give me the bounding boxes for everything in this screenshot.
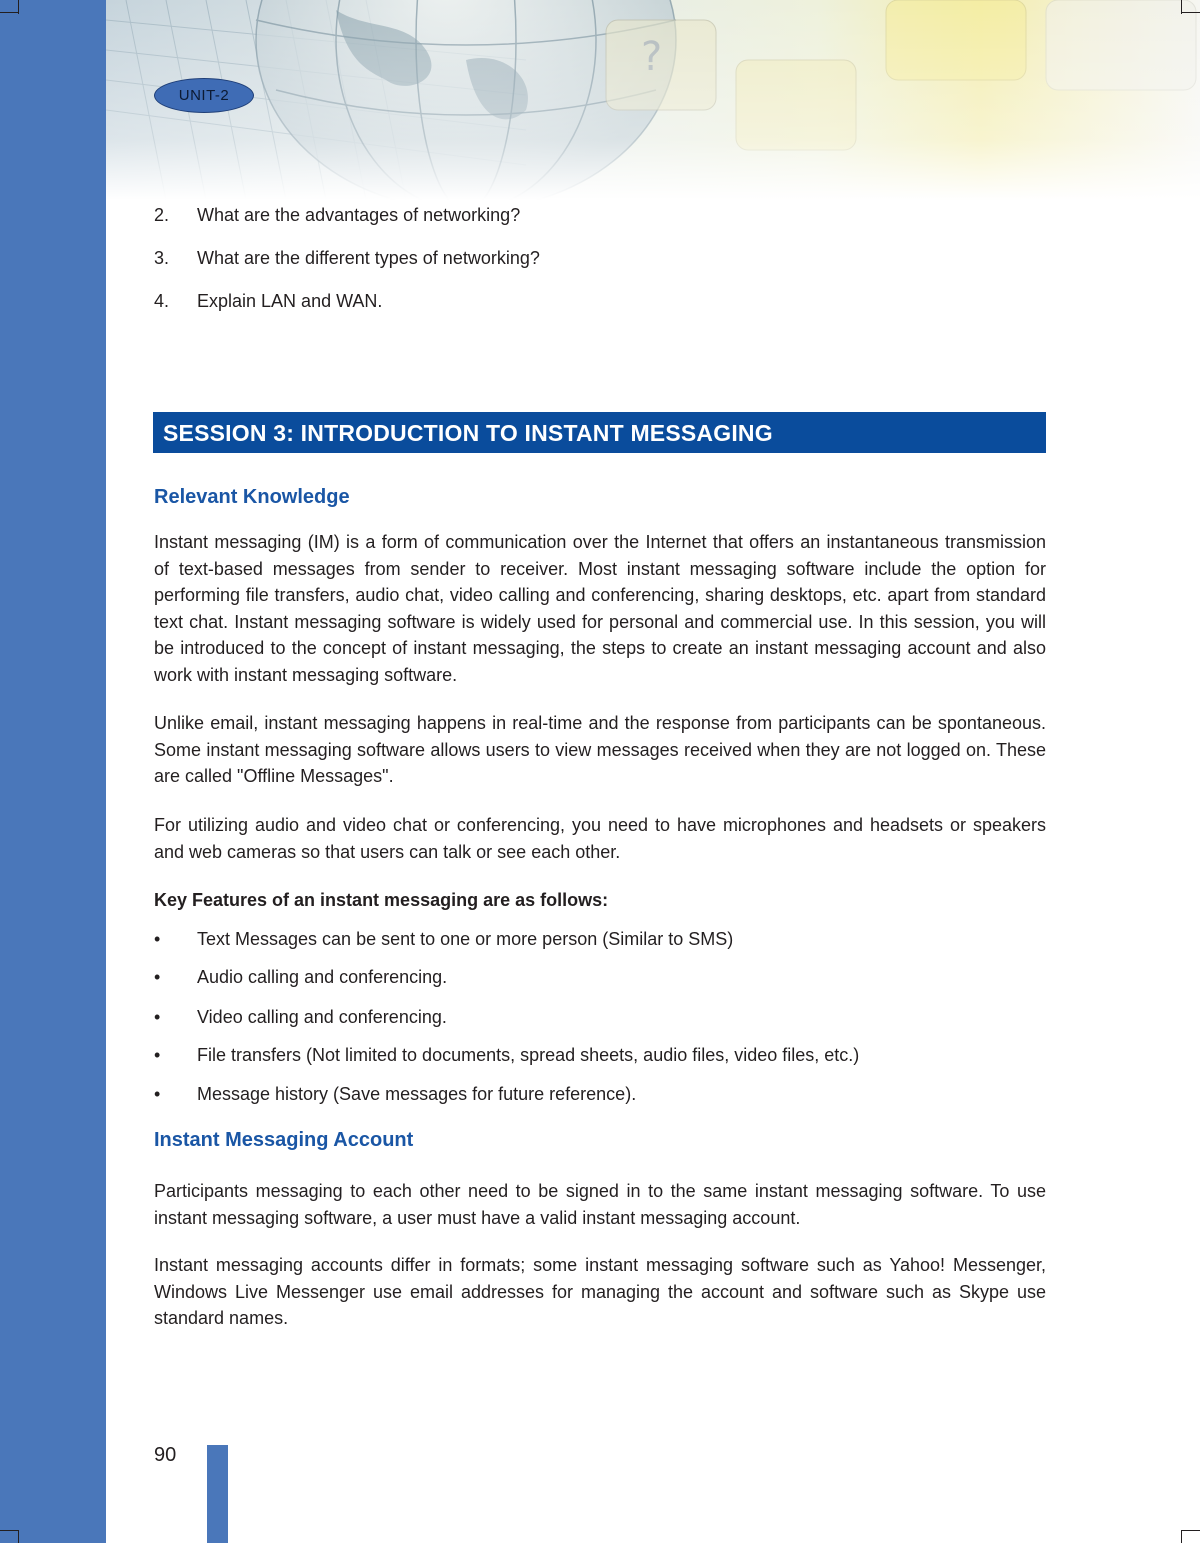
page-number: 90 — [154, 1444, 177, 1466]
page-tab-marker — [207, 1445, 228, 1543]
crop-mark-bottom-right-vertical — [1181, 1530, 1182, 1543]
question-text: Explain LAN and WAN. — [197, 291, 383, 311]
question-number: 3. — [154, 248, 170, 268]
crop-mark-top-left-vertical — [18, 0, 19, 14]
question-item — [154, 203, 520, 227]
feature-list-item — [154, 1043, 859, 1067]
question-item — [154, 246, 540, 270]
key-features-title: Key Features of an instant messaging are as follows: — [154, 890, 609, 910]
question-item — [154, 289, 382, 313]
feature-text: Audio calling and conferencing. — [197, 967, 448, 987]
question-text: What are the advantages of networking? — [197, 205, 521, 225]
bullet-point: • — [154, 1084, 161, 1104]
paragraph-im-definition: Instant messaging (IM) is a form of communication over the Internet that offers an instantaneous transmission of text-based messages from sender to receiver. Most instant messaging software include the option for performing file transfers, audio chat, video calling and conferencing, sharing desktops, etc. apart from standard text chat. Instant messaging software is widely used for personal and commercial use. In this session, you will be introduced to the concept of instant messaging, the steps to create an instant messaging account and also work with instant messaging software. — [154, 532, 1046, 685]
unit-badge: UNIT-2 — [154, 78, 254, 113]
feature-list-item — [154, 1082, 636, 1106]
bullet-point: • — [154, 1007, 161, 1027]
paragraph-signed-in: Participants messaging to each other need to be signed in to the same instant messaging software. To use instant messaging software, a user must have a valid instant messaging account. — [154, 1181, 1046, 1228]
feature-text: Message history (Save messages for future reference). — [197, 1084, 637, 1104]
feature-list-item — [154, 927, 733, 951]
crop-mark-bottom-right — [1182, 1530, 1200, 1531]
bullet-point: • — [154, 967, 161, 987]
crop-mark-bottom-left — [0, 1530, 18, 1531]
paragraph-account-formats: Instant messaging accounts differ in formats; some instant messaging software such as Yahoo! Messenger, Windows Live Messenger use email addresses for managing the account and software such as Skype use standard names. — [154, 1255, 1046, 1328]
bullet-point: • — [154, 1045, 161, 1065]
feature-list-item — [154, 965, 447, 989]
left-sidebar-strip — [0, 0, 106, 1543]
feature-text: File transfers (Not limited to documents, spread sheets, audio files, video files, etc.) — [197, 1045, 860, 1065]
feature-list-item — [154, 1005, 447, 1029]
feature-text: Video calling and conferencing. — [197, 1007, 447, 1027]
paragraph-real-time: Unlike email, instant messaging happens in real-time and the response from participants can be spontaneous. Some instant messaging software allows users to view messages received when they are not logged on. These are called "Offline Messages". — [154, 713, 1046, 786]
crop-mark-top-right-vertical — [1181, 0, 1182, 14]
relevant-knowledge-heading: Relevant Knowledge — [154, 486, 350, 508]
bullet-point: • — [154, 929, 161, 949]
crop-mark-top-left — [0, 12, 18, 13]
paragraph-audio-video: For utilizing audio and video chat or conferencing, you need to have microphones and headsets or speakers and web cameras so that users can talk or see each other. — [154, 815, 1046, 862]
question-number: 2. — [154, 205, 170, 225]
question-number: 4. — [154, 291, 170, 311]
header-banner-image — [106, 0, 1200, 200]
feature-text: Text Messages can be sent to one or more person (Similar to SMS) — [197, 929, 734, 949]
crop-mark-top-right — [1182, 12, 1200, 13]
im-account-heading: Instant Messaging Account — [154, 1129, 414, 1151]
crop-mark-bottom-left-vertical — [18, 1530, 19, 1543]
question-text: What are the different types of networking? — [197, 248, 540, 268]
session-title-bar: SESSION 3: INTRODUCTION TO INSTANT MESSAGING — [153, 412, 1046, 453]
